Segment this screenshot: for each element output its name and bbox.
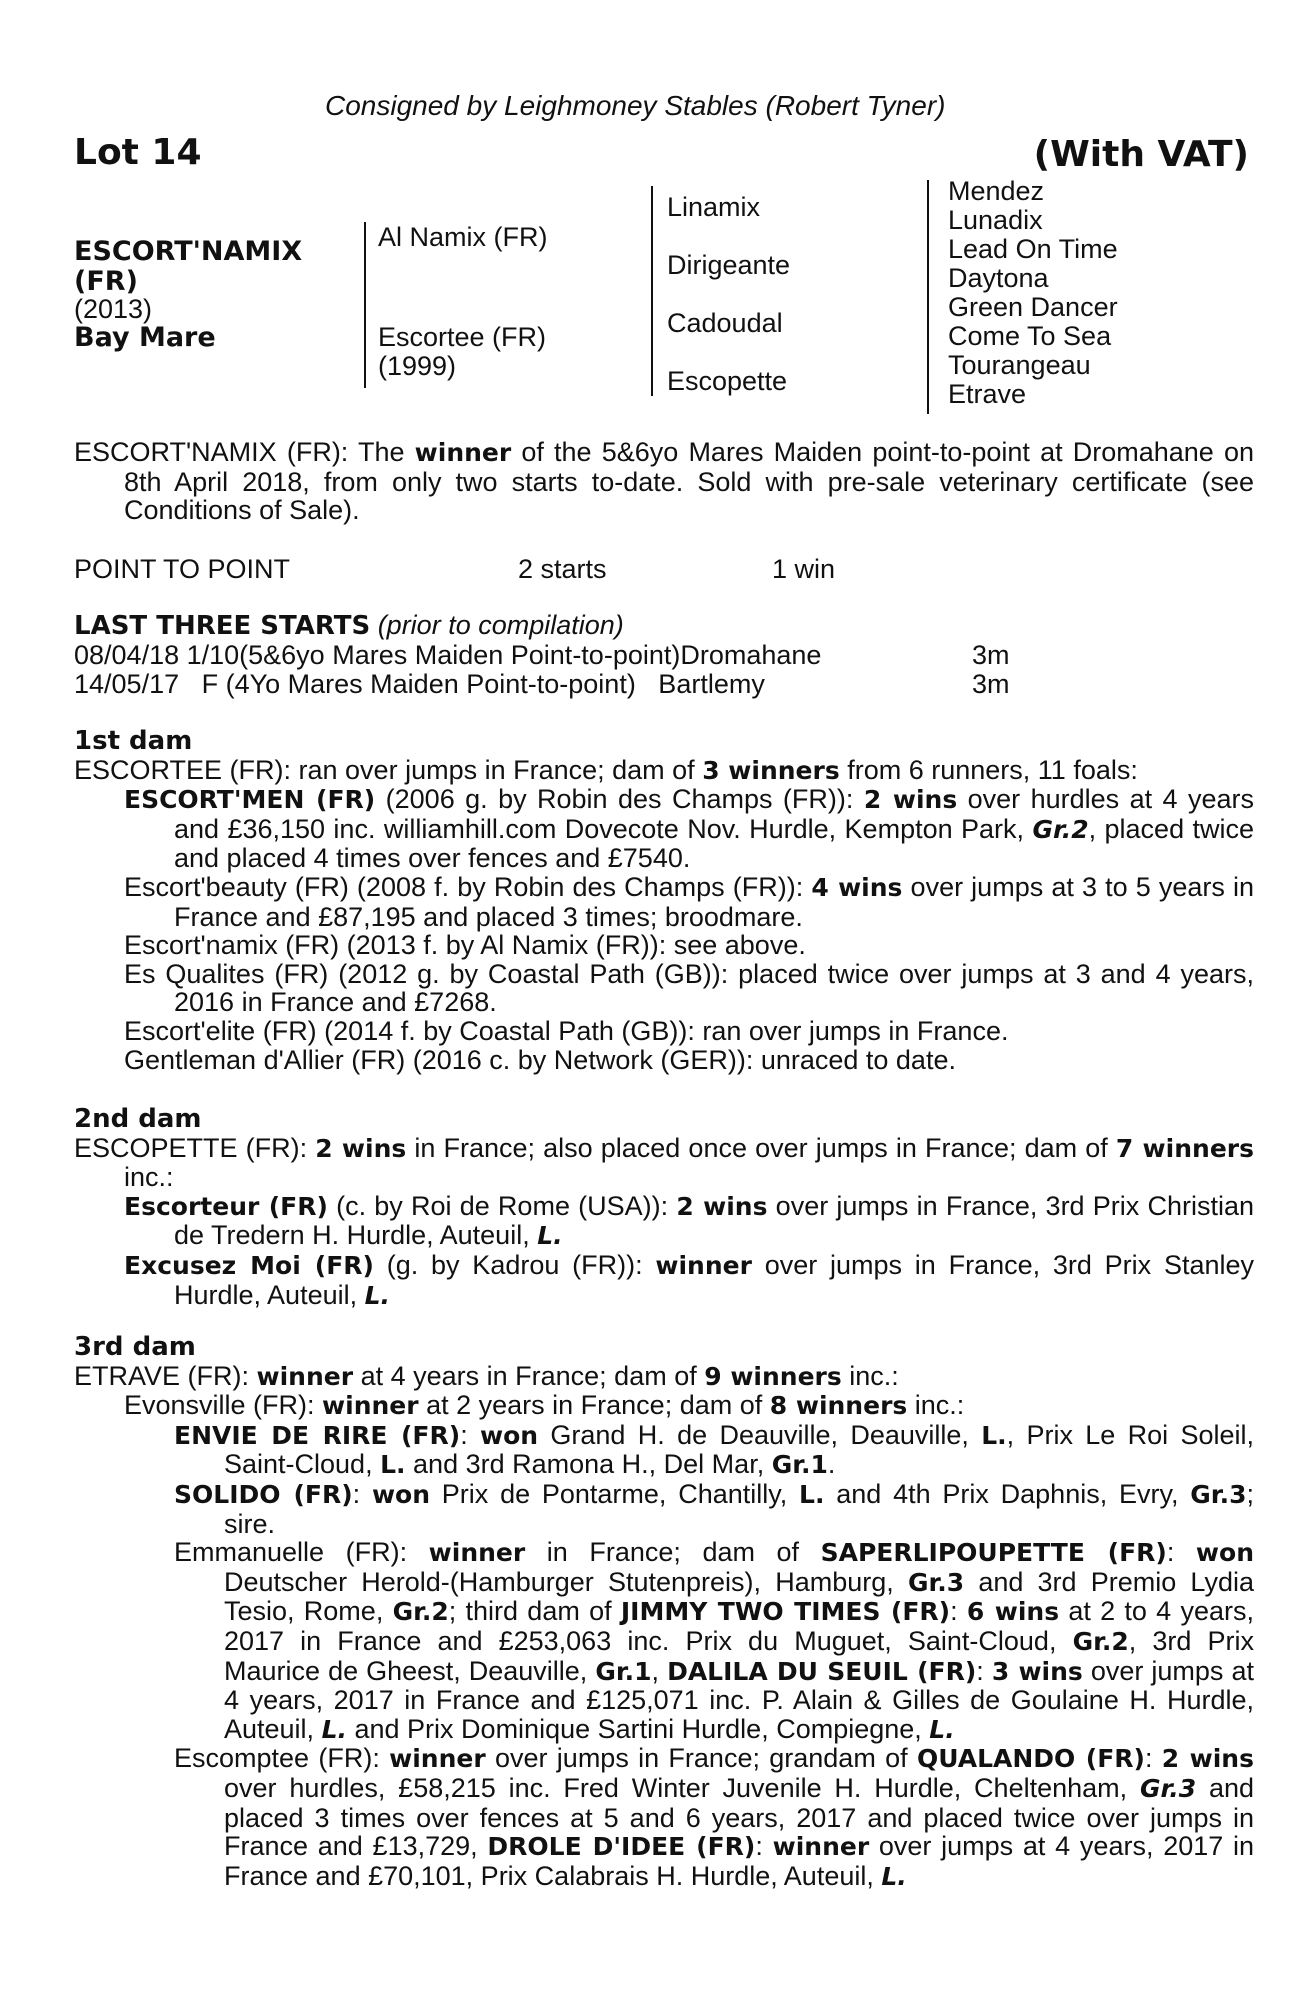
start-distance: 3m: [972, 640, 1010, 670]
first-dam-intro: ESCORTEE (FR): ran over jumps in France; dam of 3 winners from 6 runners, 11 foals:: [74, 754, 1138, 785]
third-dam-heading: 3rd dam: [74, 1332, 196, 1362]
start-distance: 3m: [972, 669, 1010, 699]
produce-entry: SOLIDO (FR): won Prix de Pontarme, Chantilly, L. and 4th Prix Daphnis, Evry, Gr.3; sire.: [174, 1478, 1254, 1539]
pedigree-divider-3: [927, 180, 929, 414]
pedigree-gen3: Lead On Time: [948, 234, 1118, 264]
produce-entry: Escort'namix (FR) (2013 f. by Al Namix (FR)): see above.: [124, 930, 806, 961]
second-dam-heading: 2nd dam: [74, 1104, 202, 1134]
last-starts-heading: LAST THREE STARTS (prior to compilation): [74, 610, 624, 641]
pedigree-divider-2: [651, 186, 653, 396]
horse-year: (2013): [74, 294, 153, 324]
third-dam-section: [74, 1333, 1254, 1891]
pedigree-gen3: Come To Sea: [948, 321, 1112, 351]
pedigree-gen3: Lunadix: [948, 205, 1043, 235]
pedigree-dam-year: (1999): [378, 351, 457, 381]
summary-paragraph: ESCORT'NAMIX (FR): The winner of the 5&6yo Mares Maiden point-to-point at Dromahane on 8th April 2018, from only two starts to-date. Sold with pre-sale veterinary certificate (see Conditions of Sale).: [74, 437, 1255, 526]
second-dam-intro: ESCOPETTE (FR): 2 wins in France; also placed once over jumps in France; dam of 7 winners inc.:: [74, 1132, 1254, 1193]
produce-entry: Escort'beauty (FR) (2008 f. by Robin des Champs (FR)): 4 wins over jumps at 3 to 5 years in France and £87,195 and placed 3 times; broodmare.: [124, 871, 1254, 932]
produce-entry: Es Qualites (FR) (2012 g. by Coastal Path (GB)): placed twice over jumps at 3 and 4 years, 2016 in France and £7268.: [124, 958, 1254, 1018]
produce-entry: Emmanuelle (FR): winner in France; dam of SAPERLIPOUPETTE (FR): won Deutscher Herold-(Hamburger Stutenpreis), Hamburg, Gr.3 and 3rd Premio Lydia Tesio, Rome, Gr.2; third dam of JIMMY TWO TIMES (FR): 6 wins at 2 to 4 years, 2017 in France and £253,063 inc. Prix du Muguet, Saint-Cloud, Gr.2, 3rd Prix Maurice de Gheest, Deauville, Gr.1, DALILA DU SEUIL (FR): 3 wins over jumps at 4 years, 2017 in France and £125,071 inc. P. Alain & Gilles de Goulaine H. Hurdle, Auteuil, L. and Prix Dominique Sartini Hurdle, Compiegne, L.: [174, 1537, 1254, 1744]
third-dam-intro: ETRAVE (FR): winner at 4 years in France; dam of 9 winners inc.:: [74, 1360, 899, 1391]
produce-entry: Gentleman d'Allier (FR) (2016 c. by Network (GER)): unraced to date.: [124, 1044, 956, 1075]
produce-entry: Excusez Moi (FR) (g. by Kadrou (FR)): winner over jumps in France, 3rd Prix Stanley Hurdle, Auteuil, L.: [124, 1249, 1255, 1310]
pedigree-gen2: Cadoudal: [667, 308, 783, 338]
lot-number: Lot 14: [74, 132, 202, 173]
horse-name: ESCORT'NAMIX: [74, 236, 303, 267]
produce-entry: Escort'elite (FR) (2014 f. by Coastal Path (GB)): ran over jumps in France.: [124, 1015, 1009, 1046]
record-wins: 1 win: [772, 554, 836, 584]
pedigree-sire: Al Namix (FR): [378, 222, 548, 252]
horse-suffix: (FR): [74, 266, 138, 297]
pedigree-gen2: Linamix: [667, 192, 761, 222]
pedigree-gen2: Dirigeante: [667, 250, 791, 280]
first-dam-section: [74, 727, 1254, 1074]
vat-status: (With VAT): [1033, 134, 1249, 175]
pedigree-gen3: Tourangeau: [948, 350, 1091, 380]
first-dam-heading: 1st dam: [74, 726, 193, 756]
consignor-line: Consigned by Leighmoney Stables (Robert Tyner): [325, 90, 946, 121]
pedigree-divider-1: [364, 222, 366, 388]
produce-entry: Escorteur (FR) (c. by Roi de Rome (USA)): 2 wins over jumps in France, 3rd Prix Christian de Tredern H. Hurdle, Auteuil, L.: [124, 1190, 1255, 1251]
pedigree-gen2: Escopette: [667, 366, 788, 396]
pedigree-dam: Escortee (FR): [378, 322, 547, 352]
record-label: POINT TO POINT: [74, 554, 291, 584]
pedigree-gen3: Green Dancer: [948, 292, 1118, 322]
pedigree-gen3: Daytona: [948, 263, 1049, 293]
second-dam-section: [74, 1105, 1254, 1310]
horse-sex: Bay Mare: [74, 322, 216, 353]
start-row: 08/04/18 1/10(5&6yo Mares Maiden Point-to-point)Dromahane: [74, 640, 822, 670]
produce-entry: Escomptee (FR): winner over jumps in France; grandam of QUALANDO (FR): 2 wins over hurdles, £58,215 inc. Fred Winter Juvenile H. Hurdle, Cheltenham, Gr.3 and placed 3 times over fences at 5 and 6 years, 2017 and placed twice over jumps in France and £13,729, DROLE D'IDEE (FR): winner over jumps at 4 years, 2017 in France and £70,101, Prix Calabrais H. Hurdle, Auteuil, L.: [174, 1743, 1255, 1891]
summary-block: [74, 438, 1254, 525]
start-row: 14/05/17 F (4Yo Mares Maiden Point-to-point) Bartlemy: [74, 669, 765, 699]
produce-entry: ESCORT'MEN (FR) (2006 g. by Robin des Champs (FR)): 2 wins over hurdles at 4 years and £36,150 inc. williamhill.com Dovecote Nov. Hurdle, Kempton Park, Gr.2, placed twice and placed 4 times over fences and £7540.: [124, 784, 1254, 874]
produce-entry: Evonsville (FR): winner at 2 years in France; dam of 8 winners inc.:: [124, 1390, 965, 1421]
record-starts: 2 starts: [518, 554, 607, 584]
pedigree-gen3: Mendez: [948, 176, 1045, 206]
pedigree-gen3: Etrave: [948, 379, 1027, 409]
produce-entry: ENVIE DE RIRE (FR): won Grand H. de Deauville, Deauville, L., Prix Le Roi Soleil, Saint-Cloud, L. and 3rd Ramona H., Del Mar, Gr.1.: [174, 1419, 1254, 1480]
